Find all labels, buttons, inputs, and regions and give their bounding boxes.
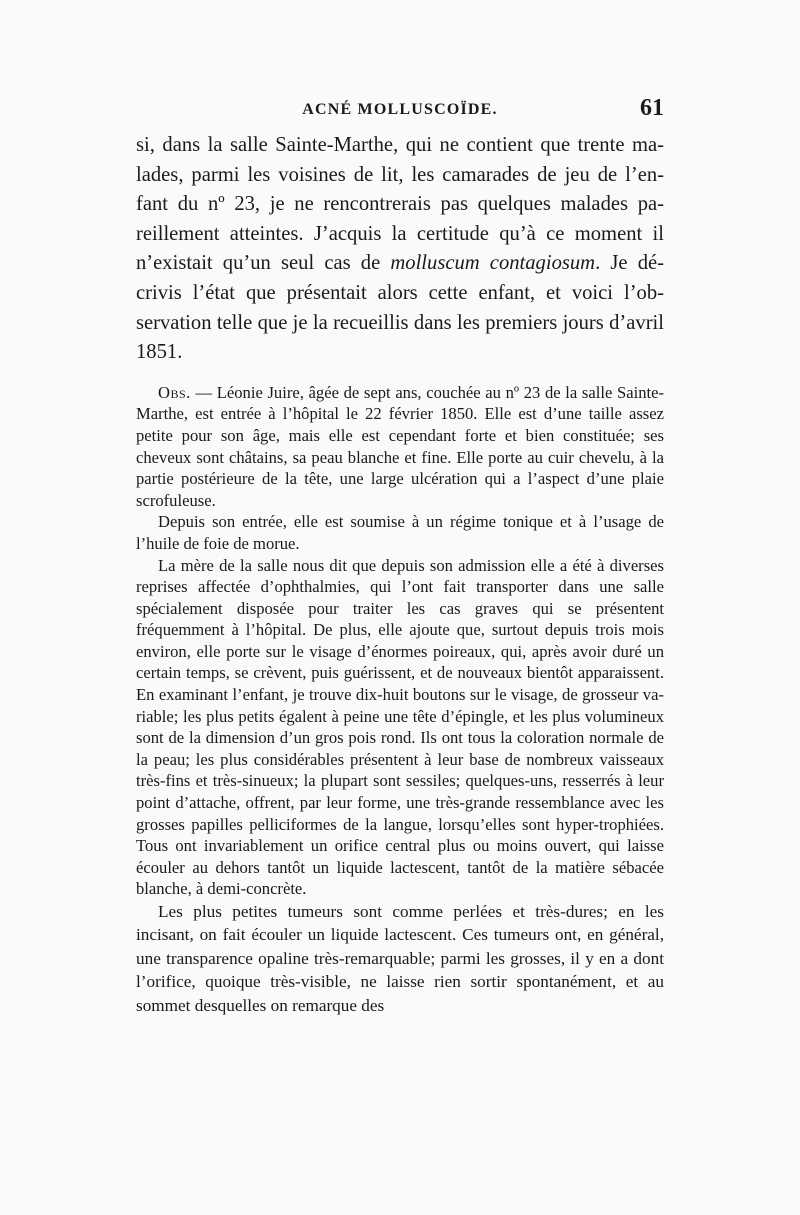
intro-text-part1: si, dans la salle Sainte-Marthe, qui ne contient que trente ma-lades, parmi les voisines de lit, les camarades de jeu de l’en-fant du nº 23, je ne rencontrerais pas quelques malades pa-reillement atteintes. J’acquis la certitude qu’à ce moment il n’existait qu’un seul cas de <box>136 134 664 275</box>
intro-text-part2: . Je dé-crivis l’état que présentait alors cette enfant, et voici l’ob-servation telle que je la recueillis dans les premiers jours d’avril 1851. <box>136 252 664 364</box>
observation-paragraph-4: Les plus petites tumeurs sont comme perlées et très-dures; en les incisant, on fait écouler un liquide lactescent. Ces tumeurs ont, en général, une transparence opaline très-remarquable; parmi les grosses, il y en a dont l’orifice, quoique très-visible, ne laisse rien sortir spontanément, et au sommet desquelles on remarque des <box>136 902 664 1015</box>
observation-paragraph-1 <box>136 382 664 512</box>
observation-paragraph-3: La mère de la salle nous dit que depuis son admission elle a été à diverses reprises affectée d’ophthalmies, qui l’ont fait transporter dans une salle spécialement disposée pour traiter les cas graves qui se présentent fréquemment à l’hôpital. De plus, elle ajoute que, surtout depuis trois mois environ, elle porte sur le visage d’énormes poireaux, qui, après avoir duré un certain temps, se crèvent, puis guérissent, et de nouveaux bientôt apparaissent. En examinant l’enfant, je trouve dix-huit boutons sur le visage, de grosseur va-riable; les plus petits égalent à peine une tête d’épingle, et les plus volumineux sont de la dimension d’un gros pois rond. Ils ont tous la coloration normale de la peau; les plus considérables présentent à leur base de nombreux vaisseaux très-fins et très-sinueux; la plupart sont sessiles; quelques-uns, resserrés à leur point d’attache, offrent, par leur forme, une très-grande ressemblance avec les grosses papilles pelliciformes de la langue, lorsqu’elles sont hyper-trophiées. Tous ont invariablement un orifice central plus ou moins ouvert, qui laisse écouler au dehors tantôt un liquide lactescent, tantôt de la matière sébacée blanche, à demi-concrète. <box>136 555 664 899</box>
book-page <box>136 95 664 1017</box>
observation-text-1: Léonie Juire, âgée de sept ans, couchée au nº 23 de la salle Sainte-Marthe, est entrée à l’hôpital le 22 février 1850. Elle est d’une taille assez petite pour son âge, mais elle est cependant forte et bien constituée; ses cheveux sont châtains, sa peau blanche et fine. Elle porte au cuir chevelu, à la partie postérieure de la tête, une large ulcération qui a l’aspect d’une plaie scrofuleuse. <box>136 382 664 510</box>
intro-paragraph <box>136 131 664 368</box>
observation-section <box>136 382 664 1017</box>
observation-paragraph-2: Depuis son entrée, elle est soumise à un régime tonique et à l’usage de l’huile de foie de morue. <box>136 512 664 553</box>
page-number: 61 <box>640 95 664 121</box>
running-head <box>136 95 664 131</box>
observation-dash: — <box>190 382 217 402</box>
intro-italic-term: molluscum contagiosum <box>390 252 596 275</box>
running-title: ACNÉ MOLLUSCOÏDE. <box>302 101 498 118</box>
observation-label: Obs. <box>158 382 191 402</box>
